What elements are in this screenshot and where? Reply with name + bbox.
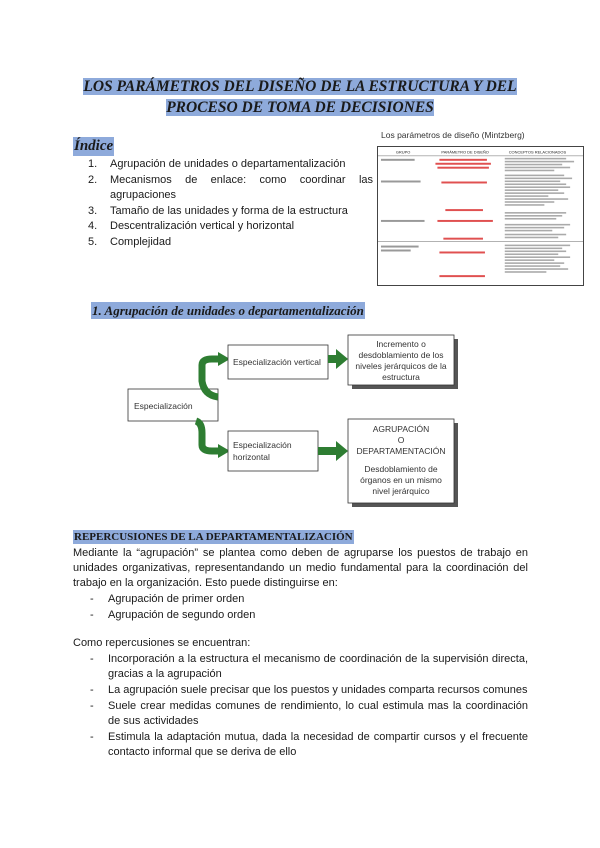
box1-line-3: niveles jerárquicos de la — [355, 361, 447, 371]
repercusiones-heading: REPERCUSIONES DE LA DEPARTAMENTALIZACIÓN — [74, 531, 353, 543]
list-item: - La agrupación suele precisar que los puestos y unidades comparta recursos comunes — [90, 684, 528, 696]
index-heading: Índice — [74, 138, 114, 154]
title-line-1: LOS PARÁMETROS DEL DISEÑO DE LA ESTRUCTURA Y DEL — [83, 78, 517, 95]
index-text: Complejidad — [110, 235, 172, 248]
root-label: Especialización — [134, 401, 193, 411]
repercusiones-list — [90, 652, 528, 761]
index-item — [88, 157, 373, 173]
box2-sub-1: Desdoblamiento de — [364, 464, 438, 474]
index-item — [88, 219, 373, 235]
box2-line-1: AGRUPACIÓN — [372, 424, 430, 434]
box2-sub-2: órganos en un mismo — [360, 475, 442, 485]
vertical-spec-label: Especialización vertical — [233, 357, 321, 367]
list-item-text: La agrupación suele precisar que los puestos y unidades comparta recursos comunes — [108, 684, 528, 696]
list-item: - Incorporación a la estructura el mecanismo de coordinación de la supervisión directa, gracias a la agrupación — [90, 653, 528, 680]
index-num: 4. — [88, 220, 98, 232]
list-item-text: Suele crear medidas comunes de rendimiento, lo cual estimula mas la coordinación de sus actividades — [108, 700, 528, 727]
list-item-text: Agrupación de primer orden — [108, 593, 245, 605]
arrow-right-top-head — [336, 349, 348, 369]
list-item-text: Incorporación a la estructura el mecanismo de coordinación de la supervisión directa, gracias a la agrupación — [108, 653, 528, 680]
box1-line-4: estructura — [382, 372, 420, 382]
index-item — [88, 204, 373, 220]
index-item — [88, 173, 373, 204]
mintzberg-caption: Los parámetros de diseño (Mintzberg) — [381, 130, 525, 140]
mintzberg-header-param: PARÁMETRO DE DISEÑO — [441, 149, 489, 155]
horizontal-spec-label-1: Especialización — [233, 440, 292, 450]
index-list — [88, 157, 373, 250]
list-item: - Agrupación de segundo orden — [90, 608, 528, 623]
arrow-right-bottom-shaft — [318, 447, 338, 455]
box2-line-2: O — [397, 435, 405, 445]
index-item — [88, 235, 373, 251]
list-item-text: Estimula la adaptación mutua, dada la necesidad de compartir cursos y el frecuente contacto informal que se deriva de ello — [108, 731, 528, 758]
list-item: - Estimula la adaptación mutua, dada la necesidad de compartir cursos y el frecuente contacto informal que se deriva de ello — [90, 731, 528, 758]
arrow-right-bottom-head — [336, 441, 348, 461]
como-repercusiones: Como repercusiones se encuentran: — [73, 637, 251, 649]
list-item: - Suele crear medidas comunes de rendimiento, lo cual estimula mas la coordinación de sus actividades — [90, 700, 528, 727]
index-num: 2. — [88, 173, 98, 186]
mintzberg-header-concepts: CONCEPTOS RELACIONADOS — [508, 149, 567, 155]
box2-sub-3: nivel jerárquico — [372, 486, 430, 496]
specialization-diagram — [120, 333, 465, 513]
box1-line-1: Incremento o — [376, 339, 426, 349]
mintzberg-header-group: GRUPO — [395, 149, 411, 155]
repercusiones-intro: Mediante la “agrupación” se plantea como deben de agruparse los puestos de trabajo en unidades organizativas, representandando un medio fundamental para la coordinación del trabajo en la organización. Esto puede distinguirse en: — [73, 547, 528, 589]
document-title — [60, 76, 540, 118]
horizontal-spec-label-2: horizontal — [233, 452, 270, 462]
arrow-down — [196, 421, 220, 451]
grouping-types-list — [90, 592, 528, 624]
section-1-heading: 1. Agrupación de unidades o departamentalización — [92, 303, 364, 318]
index-text: Tamaño de las unidades y forma de la estructura — [110, 204, 348, 217]
index-num: 3. — [88, 204, 98, 217]
index-num: 1. — [88, 158, 98, 170]
list-item: - Agrupación de primer orden — [90, 592, 528, 607]
index-text: Mecanismos de enlace: como coordinar las agrupaciones — [110, 173, 373, 201]
index-num: 5. — [88, 235, 98, 248]
box2-line-3: DEPARTAMENTACIÓN — [356, 446, 446, 456]
list-item-text: Agrupación de segundo orden — [108, 609, 256, 621]
horizontal-spec-box — [228, 431, 318, 471]
index-text: Agrupación de unidades o departamentalización — [110, 158, 346, 170]
box1-line-2: desdoblamiento de los — [358, 350, 444, 360]
index-text: Descentralización vertical y horizontal — [110, 220, 295, 232]
title-line-2: PROCESO DE TOMA DE DECISIONES — [166, 99, 434, 116]
mintzberg-table-image — [377, 146, 584, 286]
